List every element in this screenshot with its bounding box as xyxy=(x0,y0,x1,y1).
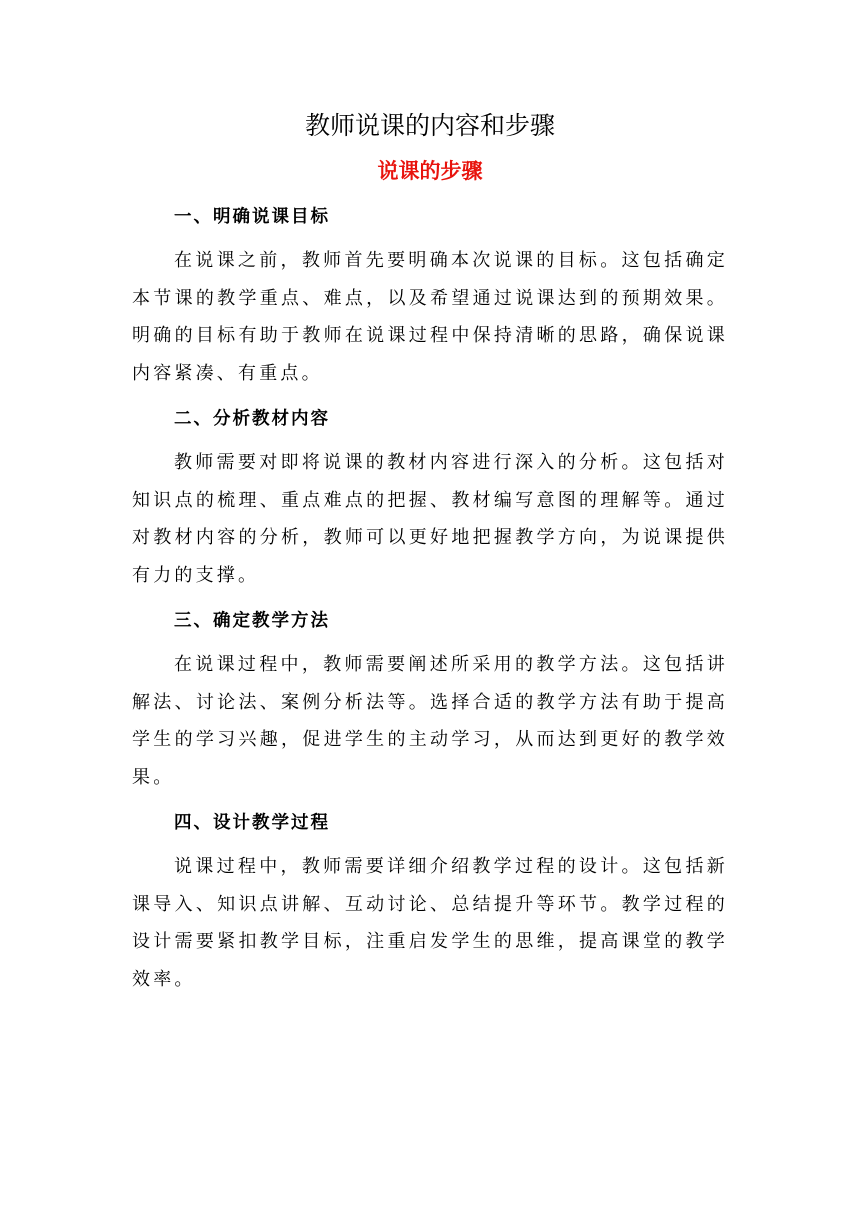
section-heading: 二、分析教材内容 xyxy=(174,409,330,429)
section-paragraph: 在说课过程中，教师需要阐述所采用的教学方法。这包括讲解法、讨论法、案例分析法等。选择合适的教学方法有助于提高学生的学习兴趣，促进学生的主动学习，从而达到更好的教学效果。 xyxy=(132,654,728,788)
document-body xyxy=(132,198,728,998)
section-heading: 一、明确说课目标 xyxy=(174,207,330,227)
document-subtitle: 说课的步骤 xyxy=(377,158,483,183)
section-1 xyxy=(132,198,728,392)
document-title: 教师说课的内容和步骤 xyxy=(304,111,555,140)
section-4 xyxy=(132,804,728,998)
section-2 xyxy=(132,400,728,594)
section-paragraph: 说课过程中，教师需要详细介绍教学过程的设计。这包括新课导入、知识点讲解、互动讨论、总结提升等环节。教学过程的设计需要紧扣教学目标，注重启发学生的思维，提高课堂的教学效率。 xyxy=(132,856,728,990)
section-paragraph: 在说课之前，教师首先要明确本次说课的目标。这包括确定本节课的教学重点、难点，以及希望通过说课达到的预期效果。明确的目标有助于教师在说课过程中保持清晰的思路，确保说课内容紧凑、有重点。 xyxy=(132,250,728,384)
section-heading: 四、设计教学过程 xyxy=(174,813,330,833)
section-paragraph: 教师需要对即将说课的教材内容进行深入的分析。这包括对知识点的梳理、重点难点的把握、教材编写意图的理解等。通过对教材内容的分析，教师可以更好地把握教学方向，为说课提供有力的支撑。 xyxy=(132,452,728,586)
section-heading: 三、确定教学方法 xyxy=(174,611,330,631)
section-3 xyxy=(132,602,728,796)
